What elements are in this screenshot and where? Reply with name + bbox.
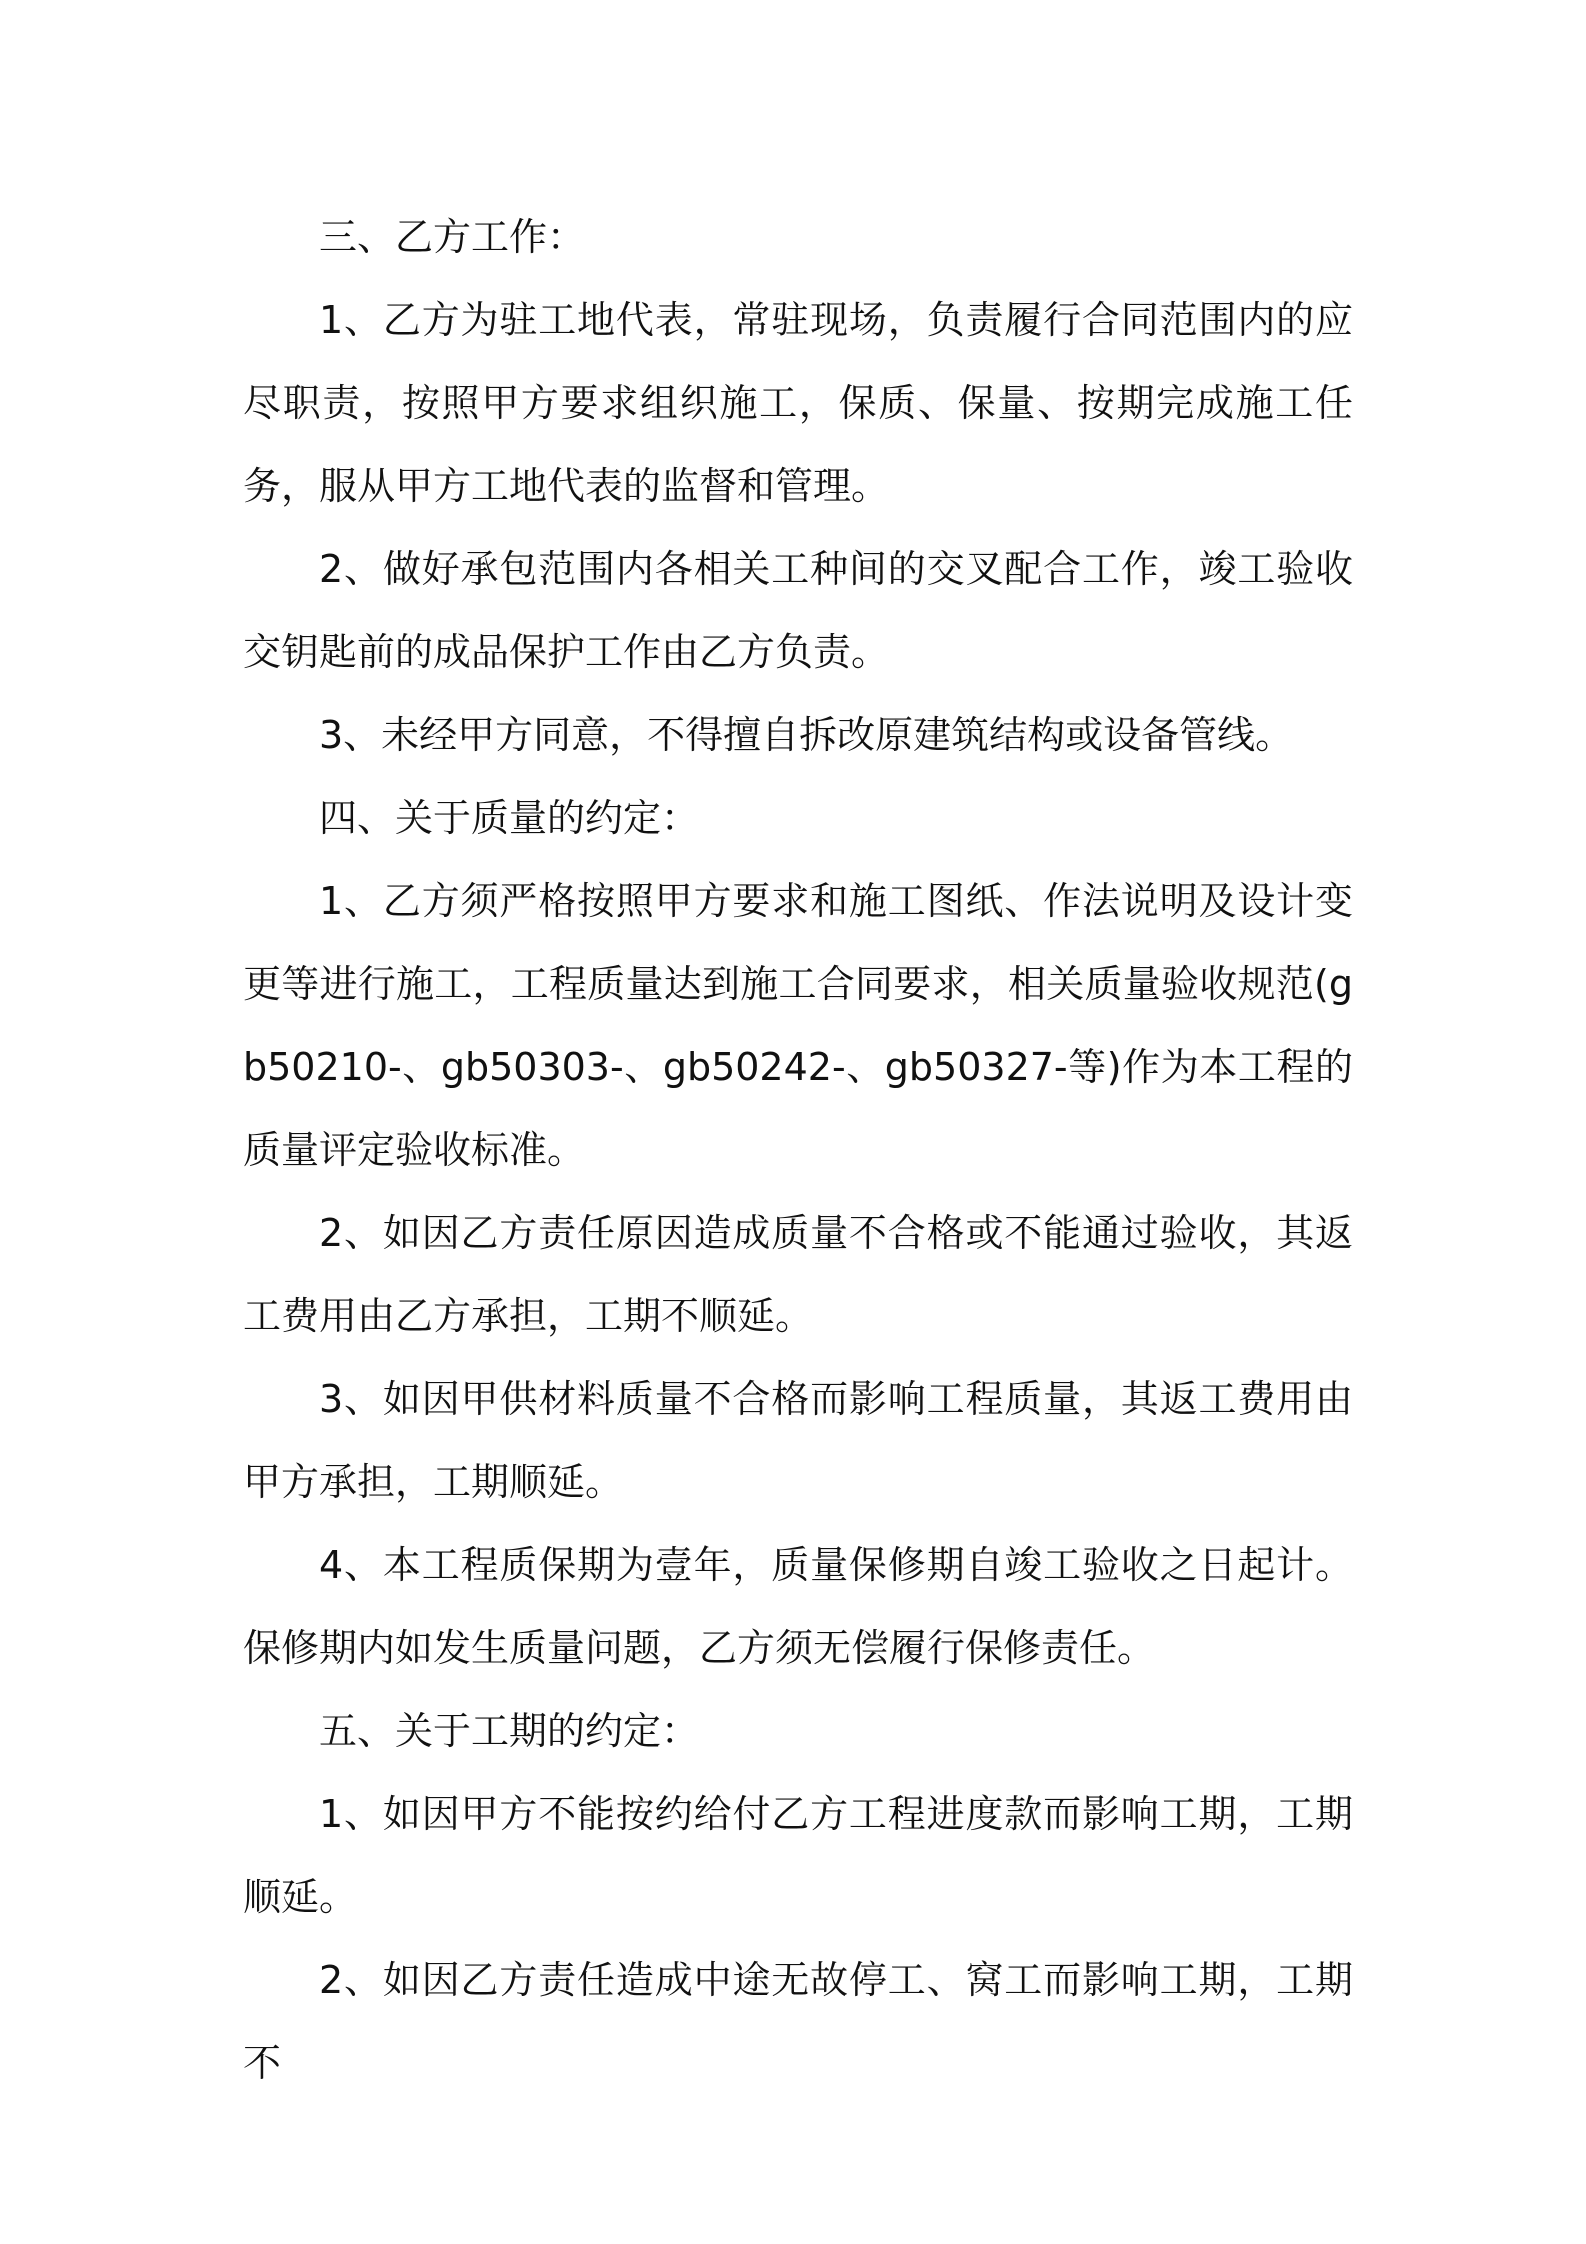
paragraph: 1、如因甲方不能按约给付乙方工程进度款而影响工期，工期顺延。 bbox=[243, 1792, 1353, 1919]
document-body bbox=[243, 196, 1353, 2105]
section-heading-schedule: 五、关于工期的约定： bbox=[319, 1709, 700, 1753]
paragraph: 3、如因甲供材料质量不合格而影响工程质量，其返工费用由甲方承担，工期顺延。 bbox=[243, 1377, 1353, 1504]
paragraph: 2、做好承包范围内各相关工种间的交叉配合工作，竣工验收交钥匙前的成品保护工作由乙方负责。 bbox=[243, 547, 1353, 674]
paragraph: 1、乙方须严格按照甲方要求和施工图纸、作法说明及设计变更等进行施工，工程质量达到施工合同要求，相关质量验收规范(gb50210-、gb50303-、gb50242-、gb50327-等)作为本工程的质量评定验收标准。 bbox=[243, 879, 1353, 1172]
paragraph: 3、未经甲方同意，不得擅自拆改原建筑结构或设备管线。 bbox=[319, 713, 1294, 757]
section-heading-party-b-work: 三、乙方工作： bbox=[319, 215, 586, 259]
paragraph: 2、如因乙方责任原因造成质量不合格或不能通过验收，其返工费用由乙方承担，工期不顺延。 bbox=[243, 1211, 1353, 1338]
paragraph: 1、乙方为驻工地代表，常驻现场，负责履行合同范围内的应尽职责，按照甲方要求组织施工，保质、保量、按期完成施工任务，服从甲方工地代表的监督和管理。 bbox=[243, 298, 1353, 508]
paragraph: 4、本工程质保期为壹年，质量保修期自竣工验收之日起计。保修期内如发生质量问题，乙方须无偿履行保修责任。 bbox=[243, 1543, 1353, 1670]
paragraph: 2、如因乙方责任造成中途无故停工、窝工而影响工期，工期不 bbox=[243, 1958, 1353, 2085]
section-heading-quality: 四、关于质量的约定： bbox=[319, 796, 700, 840]
